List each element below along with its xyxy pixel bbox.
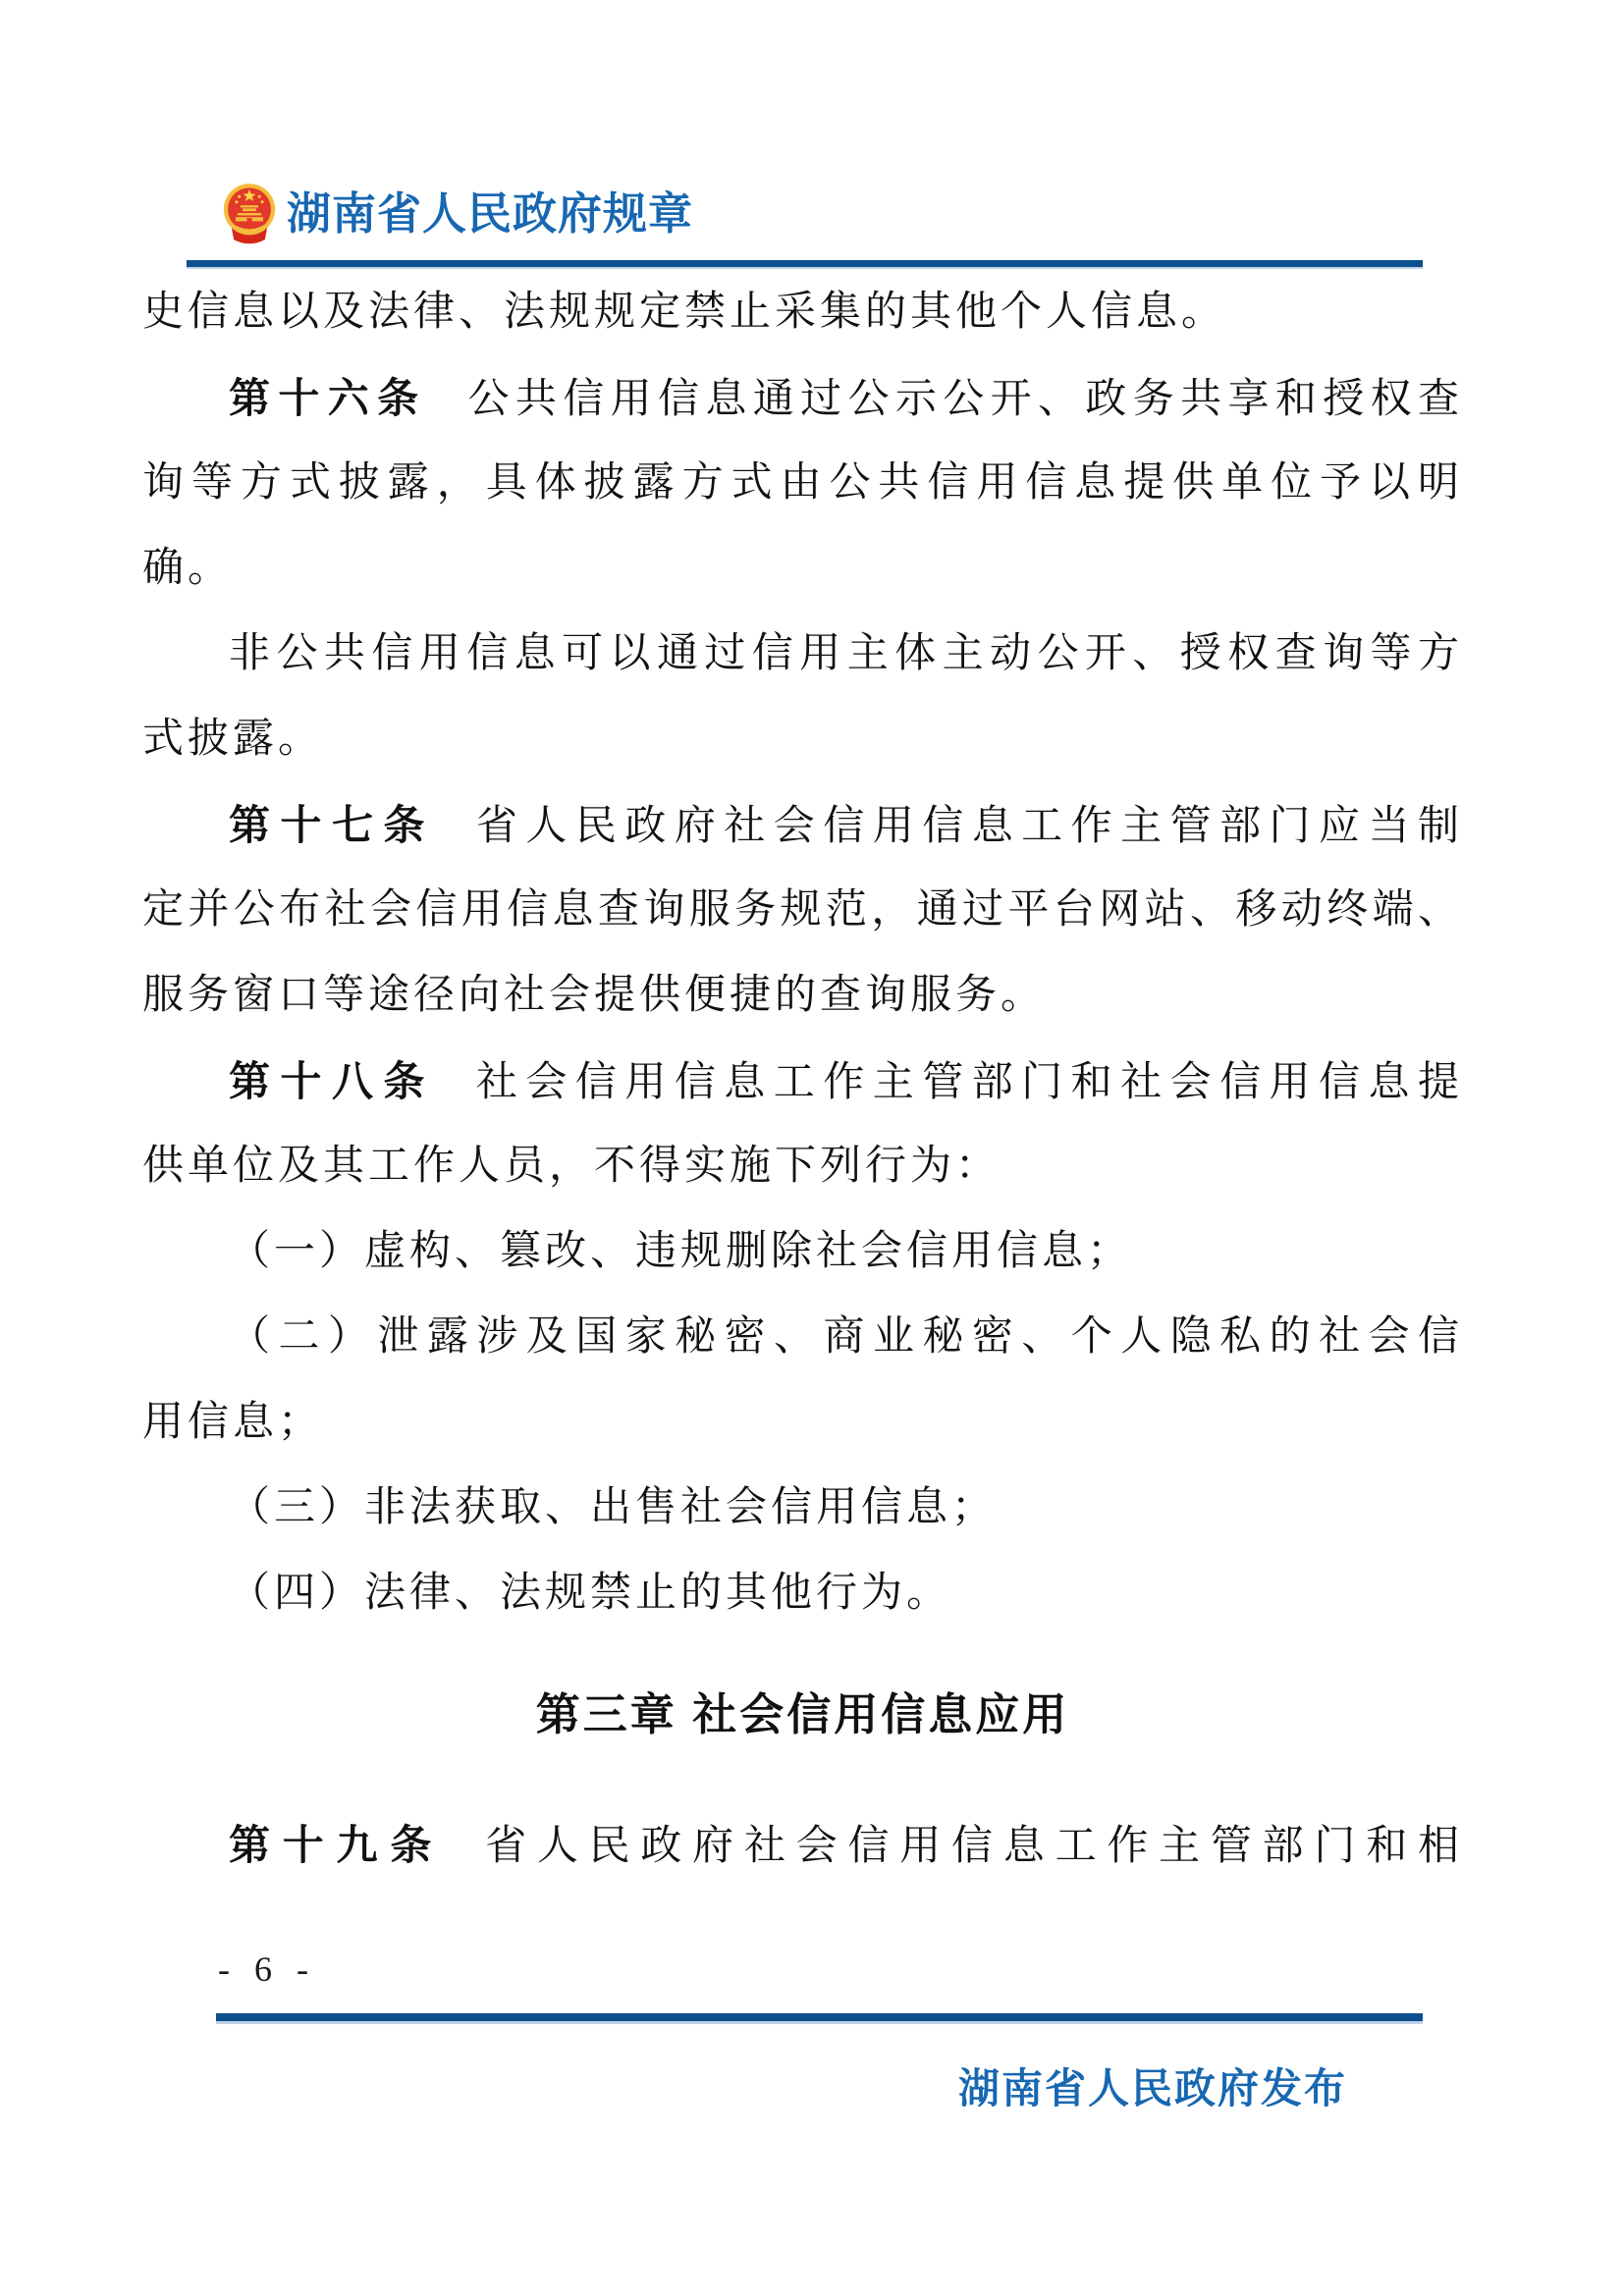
national-emblem-graphic — [222, 181, 277, 245]
text-line: 式披露。 — [142, 717, 324, 762]
article-number: 第十九条 — [229, 1822, 445, 1868]
text-line: 供单位及其工作人员，不得实施下列行为： — [142, 1144, 1001, 1189]
text-line: （三）非法获取、出售社会信用信息； — [229, 1485, 998, 1530]
text-line: （四）法律、法规禁止的其他行为。 — [229, 1571, 952, 1616]
text-line: 定并公布社会信用信息查询服务规范，通过平台网站、移动终端、 — [142, 887, 1463, 933]
document-body — [142, 270, 1463, 1888]
text-line: （一）虚构、篡改、违规删除社会信用信息； — [229, 1229, 1133, 1274]
page-number: - 6 - — [218, 1949, 316, 1989]
text-line: 第十六条 公共信用信息通过公示公开、政务共享和授权查 — [229, 375, 1463, 422]
text-line: 确。 — [142, 546, 234, 591]
text-line: 第十九条 省人民政府社会信用信息工作主管部门和相 — [229, 1822, 1463, 1869]
text-line: 用信息； — [142, 1400, 324, 1445]
publisher-label: 湖南省人民政府发布 — [957, 2065, 1347, 2111]
text-line: 询等方式披露，具体披露方式由公共信用信息提供单位予以明 — [142, 460, 1463, 506]
national-emblem-icon — [222, 181, 277, 245]
text-line: 第十八条 社会信用信息工作主管部门和社会信用信息提 — [229, 1058, 1463, 1105]
article-number: 第十八条 — [229, 1058, 435, 1104]
article-number: 第十七条 — [229, 802, 435, 848]
text-line: （二）泄露涉及国家秘密、商业秘密、个人隐私的社会信 — [229, 1314, 1463, 1360]
article-number: 第十六条 — [229, 375, 427, 421]
header-rule — [187, 260, 1423, 269]
chapter-heading: 第三章 社会信用信息应用 — [535, 1689, 1070, 1739]
footer-rule — [216, 2013, 1423, 2024]
text-line: 史信息以及法律、法规规定禁止采集的其他个人信息。 — [142, 290, 1227, 335]
header-title: 湖南省人民政府规章 — [287, 188, 694, 239]
text-line: 非公共信用信息可以通过信用主体主动公开、授权查询等方 — [229, 631, 1463, 676]
text-line: 服务窗口等途径向社会提供便捷的查询服务。 — [142, 973, 1047, 1018]
text-line: 第十七条 省人民政府社会信用信息工作主管部门应当制 — [229, 802, 1463, 849]
